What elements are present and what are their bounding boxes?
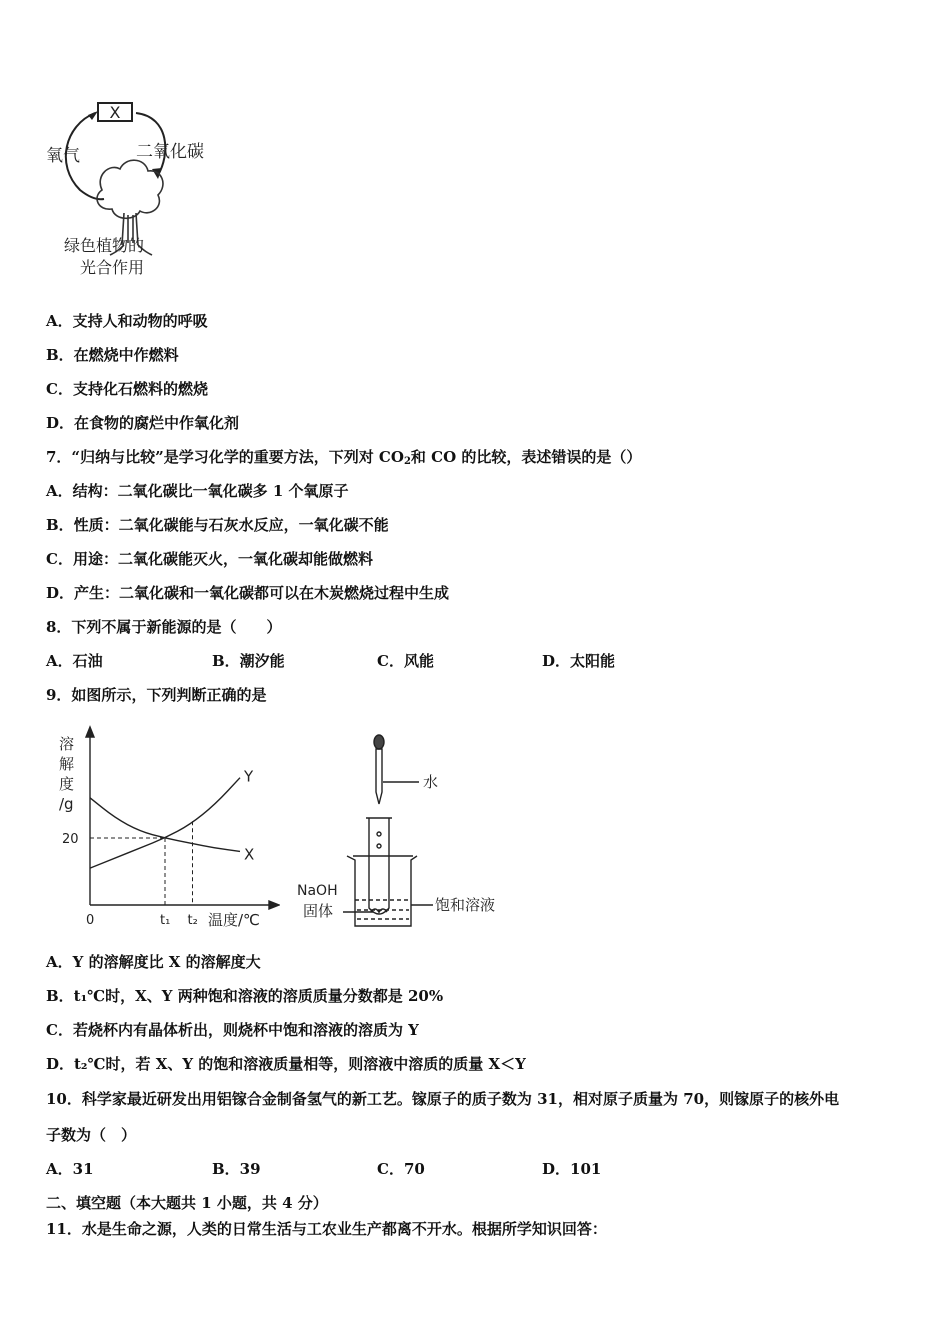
q8-option-c: C．风能 [377,652,434,670]
q7-stem-part2: 和 CO 的比较，表述错误的是（） [410,448,642,466]
y-tick-label: 20 [62,832,79,847]
series-x-curve [90,798,240,852]
solution-label: 饱和溶液 [435,896,496,914]
y-label-char-2: 解 [59,755,75,773]
oxygen-cycle-figure [40,95,240,285]
co2-label: 二氧化碳 [136,142,204,162]
photosynthesis-label-2: 光合作用 [80,258,145,277]
q7-option-b: B．性质：二氧化碳能与石灰水反应，一氧化碳不能 [46,516,389,534]
x-box-label: X [109,103,121,122]
q6-option-a: A．支持人和动物的呼吸 [46,312,208,330]
q7-option-a: A．结构：二氧化碳比一氧化碳多 1 个氧原子 [46,482,349,500]
y-label-char-1: 溶 [59,735,75,753]
arrowhead-left [88,111,98,120]
y-label-char-4: /g [59,795,74,813]
q6-option-b: B．在燃烧中作燃料 [46,346,179,364]
q10-stem-line2: 子数为（ ） [46,1126,137,1144]
x-tick-label-t1: t₁ [160,913,171,928]
q7-stem [46,447,641,472]
y-axis-arrow [86,727,94,737]
oxygen-label: 氧气 [46,146,80,166]
dropper-bulb [374,735,384,749]
dropper-tube [376,749,382,804]
water-label: 水 [423,773,439,791]
q6-option-c: C．支持化石燃料的燃烧 [46,380,208,398]
origin-label: 0 [86,913,95,928]
q8-stem: 8．下列不属于新能源的是（ ） [46,618,282,636]
x-axis-arrow [269,901,279,909]
q7-option-d: D．产生：二氧化碳和一氧化碳都可以在木炭燃烧过程中生成 [46,584,450,602]
photosynthesis-label-1: 绿色植物的 [64,236,145,255]
q6-option-d: D．在食物的腐烂中作氧化剂 [46,414,240,432]
naoh-label-1: NaOH [297,883,338,899]
q10-option-b: B．39 [212,1160,261,1178]
x-axis-label: 温度/℃ [208,911,260,929]
solubility-chart [50,725,280,935]
q10-stem-line1: 10．科学家最近研发出用铝镓合金制备氢气的新工艺。镓原子的质子数为 31，相对原子质量为 70，则镓原子的核外电 [46,1090,840,1108]
q10-option-c: C．70 [377,1160,425,1178]
naoh-label-2: 固体 [303,902,334,920]
q7-stem-subscript: 2 [403,456,411,467]
x-tick-label-t2: t₂ [187,913,198,928]
apparatus-figure [295,730,510,940]
q9-option-b: B．t₁℃时，X、Y 两种饱和溶液的溶质质量分数都是 20% [46,987,444,1005]
beaker [347,856,417,926]
q8-option-d: D．太阳能 [542,652,616,670]
q9-option-d: D．t₂℃时，若 X、Y 的饱和溶液质量相等，则溶液中溶质的质量 X＜Y [46,1055,526,1073]
q11-stem: 11．水是生命之源，人类的日常生活与工农业生产都离不开水。根据所学知识回答： [46,1220,607,1238]
q9-option-c: C．若烧杯内有晶体析出，则烧杯中饱和溶液的溶质为 Y [46,1021,419,1039]
q9-stem: 9．如图所示，下列判断正确的是 [46,686,267,704]
series-x-label: X [244,845,255,864]
q7-option-c: C．用途：二氧化碳能灭火，一氧化碳却能做燃料 [46,550,373,568]
y-label-char-3: 度 [59,775,75,793]
q10-option-d: D．101 [542,1160,602,1178]
q8-option-b: B．潮汐能 [212,652,285,670]
q9-option-a: A．Y 的溶解度比 X 的溶解度大 [46,953,261,971]
section2-heading: 二、填空题（本大题共 1 小题，共 4 分） [46,1194,328,1212]
q10-option-a: A．31 [46,1160,94,1178]
q8-option-a: A．石油 [46,652,103,670]
q8-options [46,651,906,671]
q10-options [46,1159,906,1179]
arrowhead-right [152,168,162,179]
series-y-label: Y [244,767,254,786]
q7-stem-part1: 7．“归纳与比较”是学习化学的重要方法，下列对 CO [46,448,404,466]
